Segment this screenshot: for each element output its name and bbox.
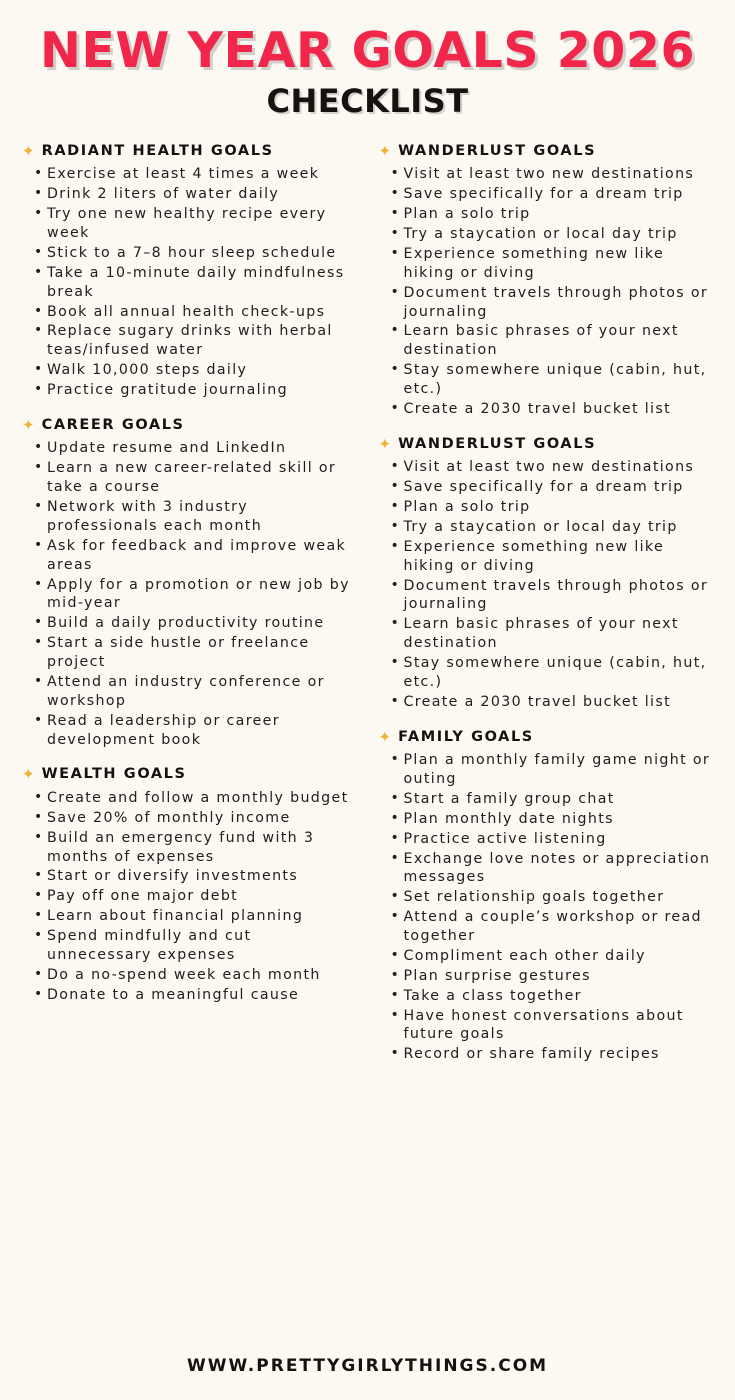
goal-item[interactable]: • Plan monthly date nights [391, 810, 714, 829]
goal-item[interactable]: • Build a daily productivity routine [34, 614, 357, 633]
sparkle-icon: ✦ [378, 435, 392, 453]
goal-item[interactable]: • Spend mindfully and cut unnecessary expenses [34, 927, 357, 965]
goal-item[interactable]: • Learn basic phrases of your next destination [391, 322, 714, 360]
goal-item[interactable]: • Practice gratitude journaling [34, 381, 357, 400]
section-header [22, 417, 357, 435]
section-header [379, 143, 714, 161]
goal-item[interactable]: • Donate to a meaningful cause [34, 986, 357, 1005]
goal-item[interactable]: • Learn basic phrases of your next destination [391, 615, 714, 653]
section-title: WEALTH GOALS [41, 766, 187, 783]
section-header [22, 766, 357, 784]
goal-item[interactable]: • Create a 2030 travel bucket list [391, 400, 714, 419]
goal-item[interactable]: • Stick to a 7–8 hour sleep schedule [34, 244, 357, 263]
goal-item[interactable]: • Learn about financial planning [34, 907, 357, 926]
goal-item[interactable]: • Pay off one major debt [34, 887, 357, 906]
goal-section [379, 143, 714, 419]
section-header [379, 729, 714, 747]
goal-item[interactable]: • Plan a monthly family game night or outing [391, 751, 714, 789]
section-title: WANDERLUST GOALS [398, 435, 597, 452]
goal-list [22, 439, 357, 749]
section-header [379, 436, 714, 454]
goal-item[interactable]: • Visit at least two new destinations [391, 165, 714, 184]
goal-item[interactable]: • Start a side hustle or freelance project [34, 634, 357, 672]
goal-list [22, 165, 357, 400]
goal-item[interactable]: • Exercise at least 4 times a week [34, 165, 357, 184]
goal-item[interactable]: • Try a staycation or local day trip [391, 225, 714, 244]
goal-item[interactable]: • Document travels through photos or journaling [391, 577, 714, 615]
left-column [22, 143, 357, 1022]
website-url: WWW.PRETTYGIRLYTHINGS.COM [186, 1356, 549, 1376]
goal-item[interactable]: • Save 20% of monthly income [34, 809, 357, 828]
goal-item[interactable]: • Take a 10-minute daily mindfulness break [34, 264, 357, 302]
page-header [22, 22, 713, 120]
goal-item[interactable]: • Visit at least two new destinations [391, 458, 714, 477]
goal-list [379, 458, 714, 711]
sparkle-icon: ✦ [22, 416, 35, 434]
sparkle-icon: ✦ [22, 142, 35, 160]
goal-item[interactable]: • Take a class together [391, 987, 714, 1006]
goal-item[interactable]: • Exchange love notes or appreciation messages [391, 850, 714, 888]
page-footer [22, 1346, 713, 1390]
goal-item[interactable]: • Plan a solo trip [391, 498, 714, 517]
goal-item[interactable]: • Replace sugary drinks with herbal teas/infused water [34, 322, 357, 360]
goal-item[interactable]: • Do a no-spend week each month [34, 966, 357, 985]
goal-item[interactable]: • Drink 2 liters of water daily [34, 185, 357, 204]
goal-item[interactable]: • Save specifically for a dream trip [391, 185, 714, 204]
page-subtitle: CHECKLIST [266, 81, 469, 120]
goal-section [22, 417, 357, 750]
goal-item[interactable]: • Attend a couple’s workshop or read together [391, 908, 714, 946]
goal-item[interactable]: • Book all annual health check-ups [34, 303, 357, 322]
section-header [22, 143, 357, 161]
goal-section [379, 729, 714, 1065]
goal-item[interactable]: • Start a family group chat [391, 790, 714, 809]
goal-item[interactable]: • Update resume and LinkedIn [34, 439, 357, 458]
sparkle-icon: ✦ [378, 728, 392, 746]
goal-item[interactable]: • Apply for a promotion or new job by mid-year [34, 576, 357, 614]
goal-section [22, 766, 357, 1004]
goal-item[interactable]: • Stay somewhere unique (cabin, hut, etc.) [391, 361, 714, 399]
goal-section [22, 143, 357, 400]
section-title: WANDERLUST GOALS [398, 142, 597, 159]
goal-item[interactable]: • Stay somewhere unique (cabin, hut, etc.) [391, 654, 714, 692]
goal-item[interactable]: • Network with 3 industry professionals each month [34, 498, 357, 536]
goal-item[interactable]: • Compliment each other daily [391, 947, 714, 966]
goal-item[interactable]: • Plan a solo trip [391, 205, 714, 224]
section-title: RADIANT HEALTH GOALS [41, 142, 274, 159]
checklist-columns [22, 143, 713, 1346]
goal-list [379, 751, 714, 1064]
goal-item[interactable]: • Experience something new like hiking or diving [391, 538, 714, 576]
goal-item[interactable]: • Walk 10,000 steps daily [34, 361, 357, 380]
goal-item[interactable]: • Read a leadership or career development book [34, 712, 357, 750]
goal-item[interactable]: • Learn a new career-related skill or take a course [34, 459, 357, 497]
sparkle-icon: ✦ [22, 766, 35, 784]
page-title: NEW YEAR GOALS 2026 [39, 22, 696, 79]
goal-item[interactable]: • Plan surprise gestures [391, 967, 714, 986]
goal-item[interactable]: • Create a 2030 travel bucket list [391, 693, 714, 712]
goal-item[interactable]: • Try a staycation or local day trip [391, 518, 714, 537]
section-title: FAMILY GOALS [398, 728, 534, 745]
goal-item[interactable]: • Record or share family recipes [391, 1045, 714, 1064]
goal-item[interactable]: • Save specifically for a dream trip [391, 478, 714, 497]
goal-section [379, 436, 714, 712]
goal-item[interactable]: • Document travels through photos or journaling [391, 284, 714, 322]
goal-item[interactable]: • Set relationship goals together [391, 888, 714, 907]
sparkle-icon: ✦ [378, 142, 392, 160]
goal-item[interactable]: • Build an emergency fund with 3 months of expenses [34, 829, 357, 867]
goal-item[interactable]: • Create and follow a monthly budget [34, 789, 357, 808]
goal-item[interactable]: • Attend an industry conference or workshop [34, 673, 357, 711]
goal-item[interactable]: • Try one new healthy recipe every week [34, 205, 357, 243]
goal-list [379, 165, 714, 418]
goal-item[interactable]: • Have honest conversations about future goals [391, 1007, 714, 1045]
goal-item[interactable]: • Experience something new like hiking or diving [391, 245, 714, 283]
goal-list [22, 789, 357, 1005]
goal-item[interactable]: • Start or diversify investments [34, 867, 357, 886]
goal-item[interactable]: • Practice active listening [391, 830, 714, 849]
right-column [379, 143, 714, 1081]
goal-item[interactable]: • Ask for feedback and improve weak areas [34, 537, 357, 575]
section-title: CAREER GOALS [41, 416, 185, 433]
